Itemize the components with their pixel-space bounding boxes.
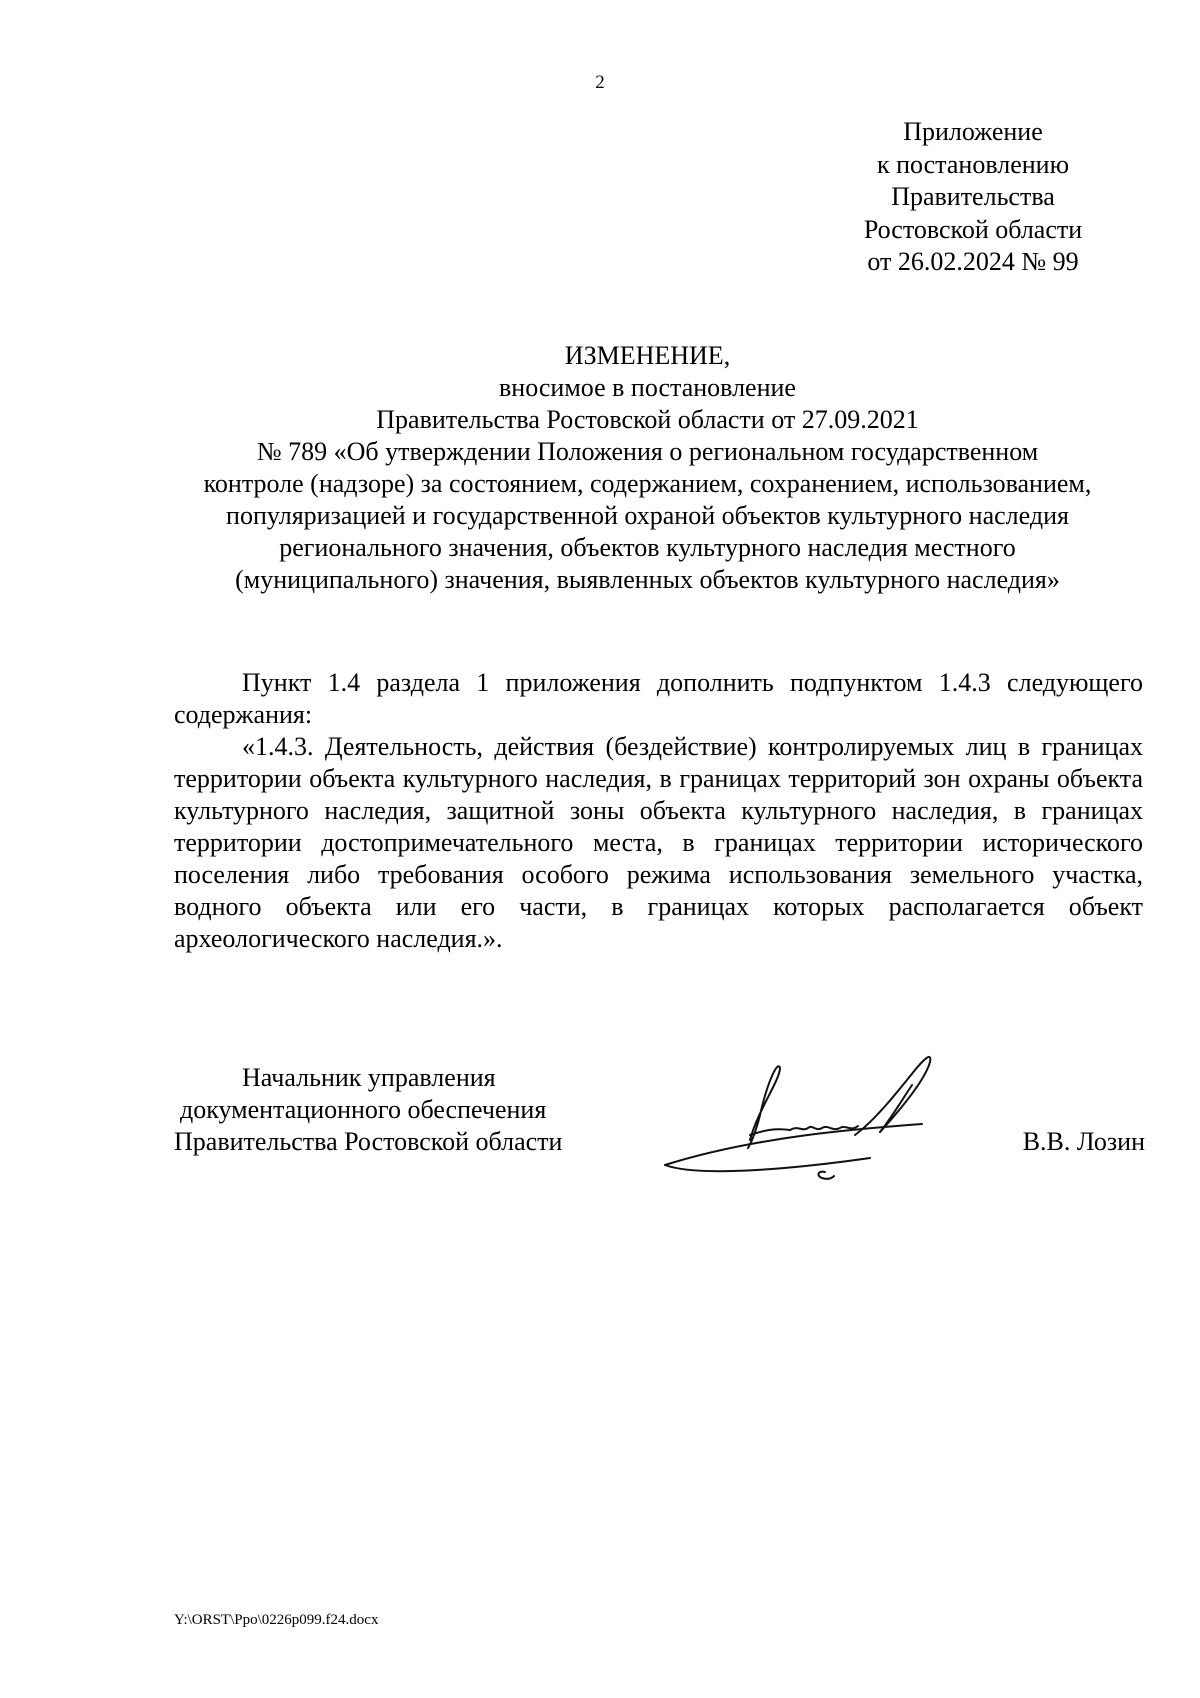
appendix-line: Приложение: [903, 117, 1043, 146]
appendix-line: Правительства: [891, 182, 1055, 211]
signer-position-line: документационного обеспечения: [180, 1095, 547, 1124]
title-line: популяризацией и государственной охраной объектов культурного наследия: [226, 501, 1069, 530]
title-line: (муниципального) значения, выявленных объектов культурного наследия»: [235, 565, 1060, 594]
appendix-line: к постановлению: [876, 149, 1070, 179]
appendix-header: [823, 116, 1123, 279]
document-body: [174, 667, 1143, 955]
title-line: Правительства Ростовской области от 27.09.2021: [376, 405, 919, 434]
title-line: вносимое в постановление: [499, 373, 796, 402]
handwritten-signature: [640, 1040, 970, 1190]
signer-position-line: Начальник управления: [242, 1063, 496, 1092]
signer-position: [174, 1062, 594, 1158]
footer-file-path: Y:\ORST\Ppo\0226p099.f24.docx: [174, 1612, 379, 1628]
title-line: регионального значения, объектов культурного наследия местного: [279, 533, 1016, 562]
appendix-line: от 26.02.2024 № 99: [867, 247, 1079, 276]
document-title: [160, 340, 1135, 596]
appendix-line: Ростовской области: [863, 214, 1083, 244]
title-heading: ИЗМЕНЕНИЕ,: [564, 341, 731, 370]
body-paragraph-2: «1.4.3. Деятельность, действия (бездействие) контролируемых лиц в границах территории объекта культурного наследия, в границах территорий зон охраны объекта культурного наследия, защитной зоны объекта культурного наследия, в границах территории достопримечательного места, в границах территории исторического поселения либо требования особого режима использования земельного участка, водного объекта или его части, в границах которых располагается объект археологического наследия.».: [174, 732, 1143, 953]
signer-position-line: Правительства Ростовской области: [174, 1127, 563, 1156]
title-line: № 789 «Об утверждении Положения о региональном государственном: [256, 437, 1039, 466]
body-paragraph-1: Пункт 1.4 раздела 1 приложения дополнить подпунктом 1.4.3 следующего содержания:: [174, 668, 1143, 729]
signer-name: В.В. Лозин: [1022, 1127, 1145, 1156]
title-line: контроле (надзоре) за состоянием, содержанием, сохранением, использованием,: [203, 469, 1092, 498]
page-number: 2: [595, 72, 605, 93]
